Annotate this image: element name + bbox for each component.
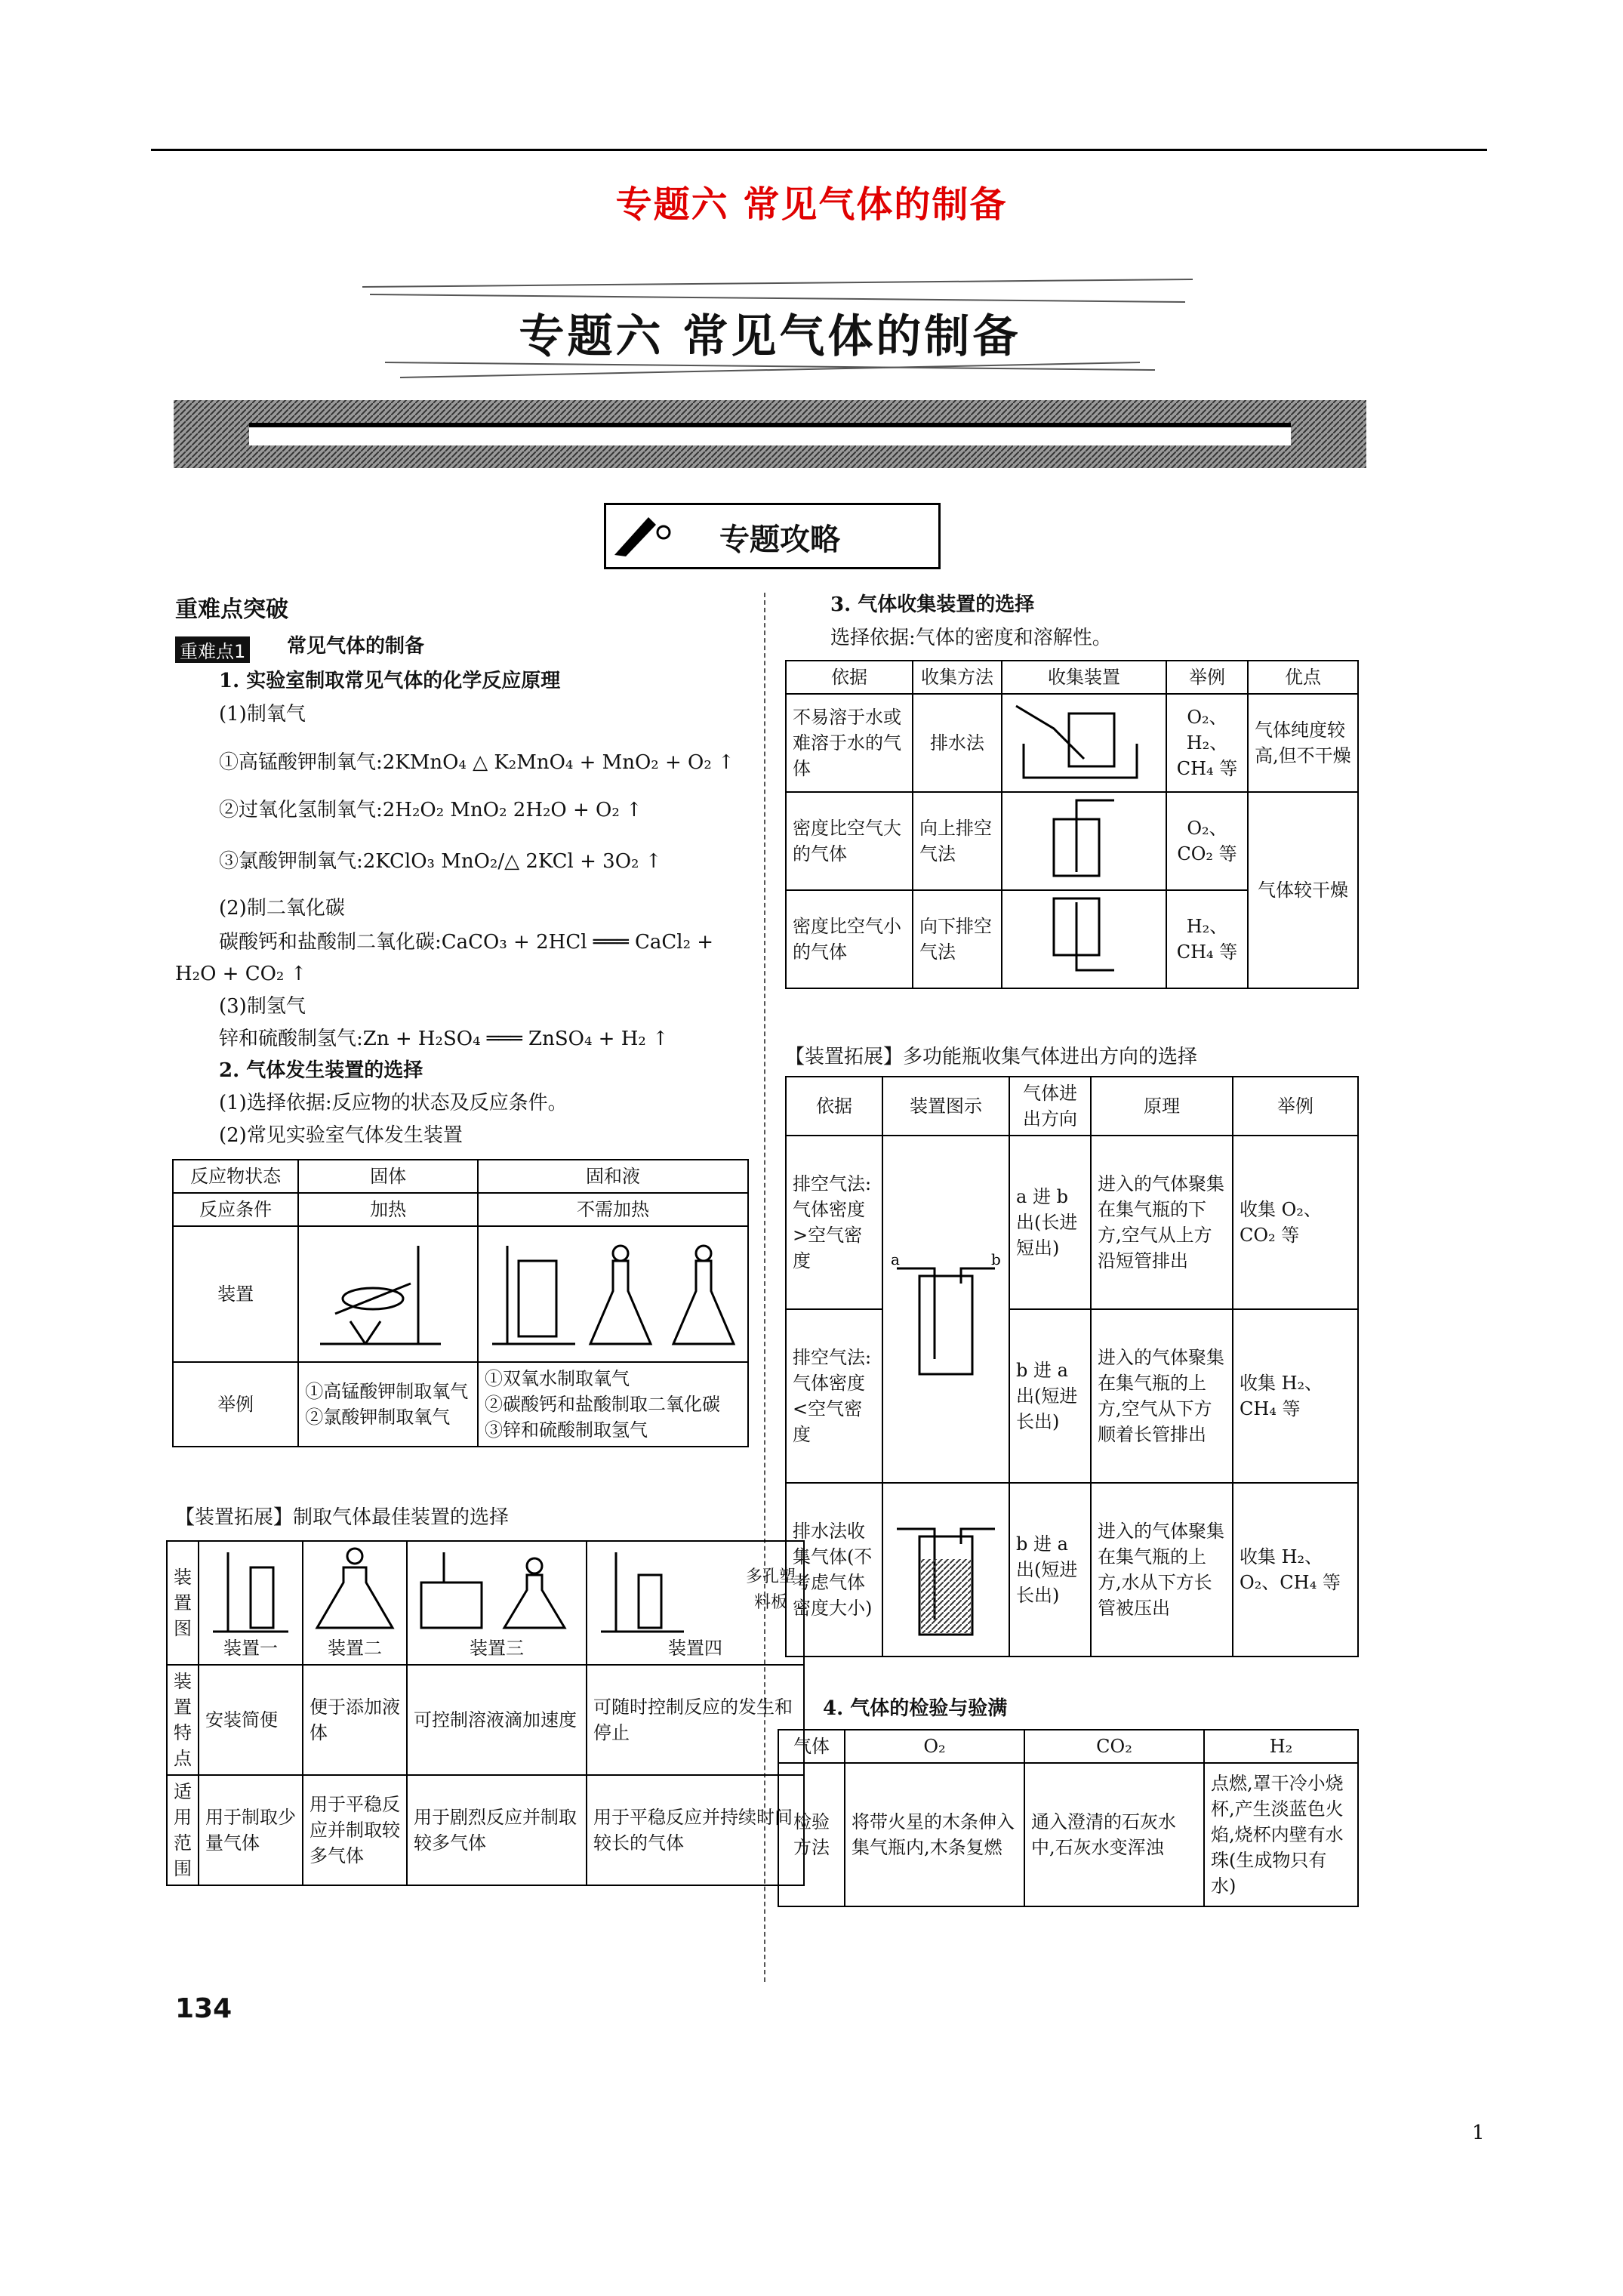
- cell: H₂: [1204, 1730, 1358, 1763]
- cell: 排水法: [913, 694, 1002, 792]
- page-number: 1: [1472, 2122, 1485, 2144]
- cell: 反应条件: [173, 1193, 298, 1226]
- line: (1)制氧气: [219, 703, 306, 726]
- cell: 固体: [298, 1160, 478, 1193]
- bottle-table: [785, 1076, 1359, 1657]
- cell: 优点: [1248, 661, 1358, 694]
- upward-air-icon: [1002, 792, 1166, 890]
- collection-table: [785, 660, 1359, 989]
- cell: 举例: [173, 1362, 298, 1447]
- cell: 加热: [298, 1193, 478, 1226]
- cell: 密度比空气小的气体: [786, 890, 913, 988]
- cell: CO₂: [1024, 1730, 1204, 1763]
- cell: 收集方法: [913, 661, 1002, 694]
- line: 3. 气体收集装置的选择: [830, 593, 1035, 616]
- key-tag: 重难点1: [175, 636, 250, 663]
- cell: 固和液: [478, 1160, 748, 1193]
- cell: b 进 a 出(短进长出): [1009, 1483, 1091, 1657]
- cell: 装置图: [167, 1541, 199, 1665]
- apparatus-unheated: [478, 1226, 748, 1362]
- apparatus-2: [303, 1541, 407, 1665]
- cell: 可控制溶液滴加速度: [407, 1665, 587, 1775]
- cell: 依据: [786, 1077, 882, 1136]
- cell: 可随时控制反应的发生和停止: [587, 1665, 804, 1775]
- cell: 用于剧烈反应并制取较多气体: [407, 1775, 587, 1885]
- apparatus-name: 装置四: [668, 1638, 722, 1659]
- equation: ②过氧化氢制氧气:2H₂O₂ MnO₂ 2H₂O + O₂ ↑: [219, 799, 642, 821]
- cell: ①双氧水制取氧气 ②碳酸钙和盐酸制取二氧化碳 ③锌和硫酸制取氢气: [478, 1362, 748, 1447]
- equation: H₂O + CO₂ ↑: [175, 963, 307, 985]
- cell: 依据: [786, 661, 913, 694]
- chapter-banner: [174, 264, 1366, 491]
- apparatus-name: 装置二: [328, 1638, 382, 1659]
- cell: 排空气法:气体密度>空气密度: [786, 1136, 882, 1309]
- cell: 气体较干燥: [1248, 792, 1358, 988]
- plate-label: 多孔塑料板: [745, 1567, 796, 1612]
- line: 2. 气体发生装置的选择: [219, 1059, 423, 1082]
- cell: 排水法收集气体(不考虑气体密度大小): [786, 1483, 882, 1657]
- cell: 装置特点: [167, 1665, 199, 1775]
- cell: 举例: [1233, 1077, 1358, 1136]
- cell: 密度比空气大的气体: [786, 792, 913, 890]
- equation: ③氯酸钾制氧气:2KClO₃ MnO₂/△ 2KCl + 3O₂ ↑: [219, 850, 662, 873]
- cell: 排空气法:气体密度<空气密度: [786, 1309, 882, 1483]
- cell: 向下排空气法: [913, 890, 1002, 988]
- top-rule: [151, 149, 1487, 151]
- key-heading: 常见气体的制备: [287, 635, 425, 658]
- cell: O₂、H₂、CH₄ 等: [1166, 694, 1248, 792]
- apparatus-4: [587, 1541, 804, 1665]
- cell: 气体纯度较高,但不干燥: [1248, 694, 1358, 792]
- generator-table: [172, 1159, 749, 1447]
- cell: 不需加热: [478, 1193, 748, 1226]
- line: (2)常见实验室气体发生装置: [219, 1124, 463, 1147]
- apparatus-3: [407, 1541, 587, 1665]
- line: (1)选择依据:反应物的状态及反应条件。: [219, 1092, 568, 1114]
- cell: O₂: [845, 1730, 1024, 1763]
- cell: 收集 H₂、O₂、CH₄ 等: [1233, 1483, 1358, 1657]
- line: (2)制二氧化碳: [219, 897, 345, 920]
- cell: b 进 a 出(短进长出): [1009, 1309, 1091, 1483]
- cell: 向上排空气法: [913, 792, 1002, 890]
- cell: 进入的气体聚集在集气瓶的上方,空气从下方顺着长管排出: [1091, 1309, 1233, 1483]
- cell: 反应物状态: [173, 1160, 298, 1193]
- apparatus-name: 装置一: [223, 1638, 278, 1659]
- apparatus-heated: [298, 1226, 478, 1362]
- bottle-a-label: a: [891, 1250, 900, 1268]
- cell: 安装简便: [199, 1665, 303, 1775]
- section-header: [604, 503, 941, 569]
- ext-title: 【装置拓展】多功能瓶收集气体进出方向的选择: [785, 1046, 1198, 1068]
- cell: H₂、CH₄ 等: [1166, 890, 1248, 988]
- bottle-icon: [882, 1136, 1009, 1483]
- equation: ①高锰酸钾制氧气:2KMnO₄ △ K₂MnO₄ + MnO₂ + O₂ ↑: [219, 751, 735, 774]
- apparatus-1: [199, 1541, 303, 1665]
- cell: 收集装置: [1002, 661, 1166, 694]
- ext-title: 【装置拓展】制取气体最佳装置的选择: [175, 1506, 510, 1529]
- cell: 装置: [173, 1226, 298, 1362]
- cell: 用于制取少量气体: [199, 1775, 303, 1885]
- cell: 进入的气体聚集在集气瓶的下方,空气从上方沿短管排出: [1091, 1136, 1233, 1309]
- line: 4. 气体的检验与验满: [823, 1697, 1008, 1720]
- cell: 用于平稳反应并制取较多气体: [303, 1775, 407, 1885]
- cell: 进入的气体聚集在集气瓶的上方,水从下方长管被压出: [1091, 1483, 1233, 1657]
- bottle-b-label: b: [991, 1250, 1001, 1268]
- cell: 不易溶于水或难溶于水的气体: [786, 694, 913, 792]
- equation: 碳酸钙和盐酸制二氧化碳:CaCO₃ + 2HCl ═══ CaCl₂ +: [219, 931, 714, 954]
- cell: 气体: [778, 1730, 845, 1763]
- cell: 便于添加液体: [303, 1665, 407, 1775]
- apparatus-name: 装置三: [470, 1638, 524, 1659]
- cell: 举例: [1166, 661, 1248, 694]
- cell: 气体进出方向: [1009, 1077, 1091, 1136]
- best-apparatus-table: [166, 1540, 805, 1886]
- water-bottle-icon: [882, 1483, 1009, 1657]
- book-page-number: 134: [175, 1993, 233, 2024]
- water-collection-icon: [1002, 694, 1166, 792]
- section-title: 专题攻略: [719, 522, 840, 557]
- cell: 原理: [1091, 1077, 1233, 1136]
- line: 1. 实验室制取常见气体的化学反应原理: [219, 670, 561, 692]
- cell: 通入澄清的石灰水中,石灰水变浑浊: [1024, 1763, 1204, 1906]
- cell: a 进 b 出(长进短出): [1009, 1136, 1091, 1309]
- cell: O₂、CO₂ 等: [1166, 792, 1248, 890]
- cell: 收集 H₂、CH₄ 等: [1233, 1309, 1358, 1483]
- cell: 收集 O₂、CO₂ 等: [1233, 1136, 1358, 1309]
- cell: 将带火星的木条伸入集气瓶内,木条复燃: [845, 1763, 1024, 1906]
- cell: 用于平稳反应并持续时间较长的气体: [587, 1775, 804, 1885]
- equation: 锌和硫酸制氢气:Zn + H₂SO₄ ═══ ZnSO₄ + H₂ ↑: [219, 1028, 669, 1050]
- banner-title: 专题六 常见气体的制备: [519, 310, 1021, 363]
- pen-icon: [611, 510, 694, 562]
- line: (3)制氢气: [219, 995, 306, 1018]
- cell: ①高锰酸钾制取氧气 ②氯酸钾制取氧气: [298, 1362, 478, 1447]
- cell: 检验方法: [778, 1763, 845, 1906]
- page-title: 专题六 常见气体的制备: [615, 183, 1008, 226]
- cell: 装置图示: [882, 1077, 1009, 1136]
- line: 选择依据:气体的密度和溶解性。: [830, 627, 1112, 649]
- cell: 点燃,罩干冷小烧杯,产生淡蓝色火焰,烧杯内壁有水珠(生成物只有水): [1204, 1763, 1358, 1906]
- downward-air-icon: [1002, 890, 1166, 988]
- badge: 重难点突破: [175, 596, 288, 623]
- cell: 适用范围: [167, 1775, 199, 1885]
- test-table: [778, 1729, 1359, 1907]
